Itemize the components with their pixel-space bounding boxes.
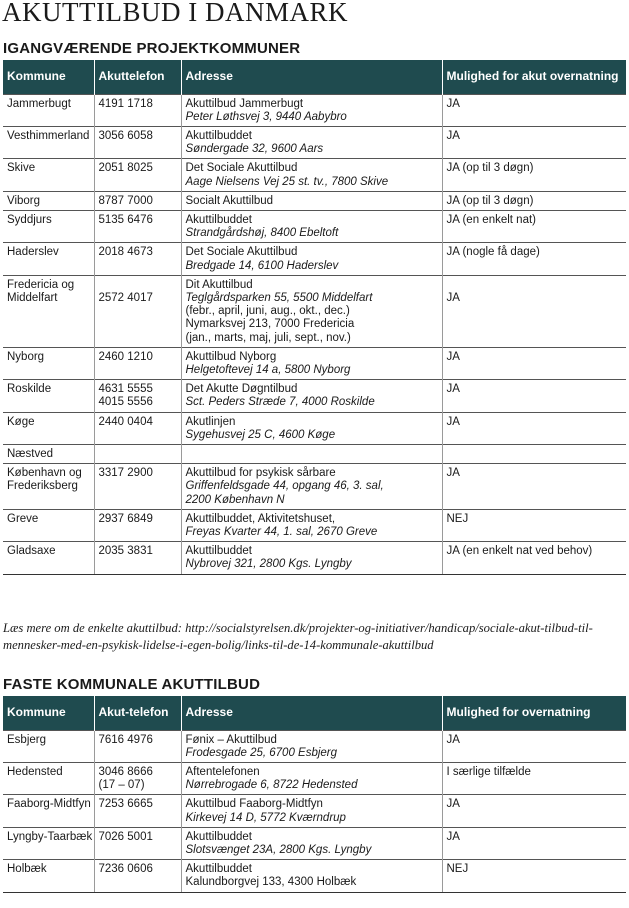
kommune-name: Vesthimmerland: [7, 129, 90, 142]
table-row: [3, 159, 626, 191]
table-row: [3, 412, 626, 444]
kommune-name: Haderslev: [7, 246, 59, 259]
table-row: [3, 243, 626, 275]
adresse-cell: [181, 210, 442, 242]
overnatning-value: JA: [446, 291, 460, 304]
section-title-projektkommuner: IGANGVÆRENDE PROJEKTKOMMUNER: [3, 40, 301, 57]
telefon-cell: [94, 243, 181, 275]
street-address: Kirkevej 14 D, 5772 Kværndrup: [185, 811, 346, 824]
street-address: Peter Løthsvej 3, 9440 Aabybro: [185, 110, 347, 123]
kommune-cell: [3, 380, 94, 412]
overnatning-cell: [442, 347, 626, 379]
table-row: [3, 509, 626, 541]
street-address: Bredgade 14, 6100 Haderslev: [185, 259, 339, 272]
facility-name: Fønix – Akuttilbud: [185, 733, 277, 746]
kommune-cell: [3, 275, 94, 347]
street-address: Strandgårdshøj, 8400 Ebeltoft: [185, 227, 339, 240]
overnatning-cell: [442, 243, 626, 275]
facility-name: Akuttilbuddet: [185, 129, 252, 142]
telefon-cell: [94, 380, 181, 412]
address-note: Nymarksvej 213, 7000 Fredericia: [185, 318, 355, 331]
adresse-cell: [181, 464, 442, 510]
overnatning-cell: [442, 795, 626, 827]
street-address: Slotsvænget 23A, 2800 Kgs. Lyngby: [185, 843, 372, 856]
telefon-cell: [94, 412, 181, 444]
table-header-row: [3, 60, 626, 94]
phone-number: 7616 4976: [98, 733, 153, 746]
table-row: [3, 347, 626, 379]
phone-number: 7253 6665: [98, 798, 153, 811]
facility-name: Akuttilbud Nyborg: [185, 350, 277, 363]
adresse-cell: [181, 542, 442, 574]
table-header-row: [3, 696, 626, 730]
facility-name: Aftentelefonen: [185, 765, 260, 778]
overnatning-value: JA (en enkelt nat ved behov): [446, 545, 593, 558]
kommune-cell: [3, 542, 94, 574]
overnatning-value: JA: [446, 97, 460, 110]
kommune-cell: [3, 730, 94, 762]
facility-name: Akutlinjen: [185, 415, 236, 428]
kommune-name: Lyngby-Taarbæk: [7, 830, 93, 843]
kommune-name: Gladsaxe: [7, 545, 56, 558]
street-address: Frodesgade 25, 6700 Esbjerg: [185, 746, 338, 759]
overnatning-value: JA (op til 3 døgn): [446, 194, 534, 207]
table-row: [3, 827, 626, 859]
kommune-cell: [3, 860, 94, 892]
phone-number: 8787 7000: [98, 194, 153, 207]
adresse-cell: [181, 191, 442, 210]
column-header-akut-telefon: Akut-telefon: [94, 696, 181, 730]
telefon-cell: [94, 94, 181, 126]
kommune-name: Middelfart: [7, 291, 58, 304]
table-row: [3, 444, 626, 463]
phone-number: [99, 279, 177, 292]
facility-name: Akuttilbuddet: [185, 213, 252, 226]
facility-name: Akuttilbud Jammerbugt: [185, 97, 304, 110]
telefon-cell: [94, 210, 181, 242]
phone-number: 7236 0606: [98, 863, 153, 876]
facility-name: Akuttilbuddet, Aktivitetshuset,: [185, 512, 336, 525]
link-note[interactable]: Læs mere om de enkelte akuttilbud: http://socialstyrelsen.dk/projekter-og-initiativer/handicap/sociale-akut-tilbud-til-mennesker-med-en-psykisk-lidelse-i-egen-bolig/links-til-de-14-kommunale-akuttilbud: [3, 621, 593, 652]
phone-number: 2035 3831: [98, 545, 153, 558]
kommune-name: Esbjerg: [7, 733, 46, 746]
telefon-cell: [94, 795, 181, 827]
overnatning-cell: [442, 860, 626, 892]
overnatning-value: JA (nogle få dage): [446, 246, 540, 259]
overnatning-cell: [442, 412, 626, 444]
kommune-cell: [3, 464, 94, 510]
phone-number: 5135 6476: [98, 213, 153, 226]
phone-number: 3317 2900: [98, 467, 153, 480]
overnatning-cell: [442, 210, 626, 242]
street-address: Aage Nielsens Vej 25 st. tv., 7800 Skive: [185, 175, 389, 188]
overnatning-value: JA (en enkelt nat): [446, 213, 536, 226]
street-address: Søndergade 32, 9600 Aars: [185, 143, 324, 156]
phone-number: 2051 8025: [98, 162, 153, 175]
phone-number: 3046 8666: [98, 765, 153, 778]
kommune-name: Næstved: [7, 447, 54, 460]
facility-name: Det Sociale Akuttilbud: [185, 162, 298, 175]
overnatning-cell: [442, 380, 626, 412]
overnatning-value: JA: [446, 467, 460, 480]
adresse-cell: [181, 509, 442, 541]
telefon-cell: [94, 464, 181, 510]
phone-number: 4015 5556: [98, 396, 153, 409]
overnatning-value: JA: [446, 383, 460, 396]
kommune-name: Syddjurs: [7, 213, 52, 226]
overnatning-value: NEJ: [446, 512, 469, 525]
phone-number: 2460 1210: [98, 350, 153, 363]
overnatning-value: JA: [446, 350, 460, 363]
kommune-name: Køge: [7, 415, 35, 428]
overnatning-cell: [442, 730, 626, 762]
section-title-faste-akuttilbud: FASTE KOMMUNALE AKUTTILBUD: [3, 676, 261, 693]
table-row: [3, 191, 626, 210]
facility-name: Akuttilbud for psykisk sårbare: [185, 467, 336, 480]
facility-name: Dit Akuttilbud: [185, 278, 253, 291]
facility-name: Akuttilbuddet: [185, 545, 252, 558]
kommune-cell: [3, 827, 94, 859]
telefon-cell: [94, 275, 181, 347]
street-address: Freyas Kvarter 44, 1. sal, 2670 Greve: [185, 525, 378, 538]
overnatning-cell: [442, 94, 626, 126]
facility-name: Akuttilbud Faaborg-Midtfyn: [185, 798, 323, 811]
table-row: [3, 275, 626, 347]
kommune-cell: [3, 191, 94, 210]
overnatning-cell: [442, 444, 626, 463]
street-address: Sct. Peders Stræde 7, 4000 Roskilde: [185, 396, 375, 409]
telefon-cell: [94, 860, 181, 892]
street-address: Sygehusvej 25 C, 4600 Køge: [185, 428, 336, 441]
phone-number: 2572 4017: [98, 291, 153, 304]
adresse-cell: [181, 762, 442, 794]
facility-name: Socialt Akuttilbud: [185, 194, 274, 207]
phone-number: (17 – 07): [98, 779, 145, 792]
street-address: Nybrovej 321, 2800 Kgs. Lyngby: [185, 558, 352, 571]
table-row: [3, 464, 626, 510]
phone-number: 7026 5001: [98, 830, 153, 843]
page-title: AKUTTILBUD I DANMARK: [2, 0, 348, 27]
table-row: [3, 762, 626, 794]
adresse-cell: [181, 94, 442, 126]
telefon-cell: [94, 542, 181, 574]
adresse-cell: [181, 827, 442, 859]
kommune-cell: [3, 243, 94, 275]
telefon-cell: [94, 444, 181, 463]
kommune-cell: [3, 444, 94, 463]
telefon-cell: [94, 762, 181, 794]
kommune-name: Frederiksberg: [7, 480, 78, 493]
overnatning-value: JA: [446, 830, 460, 843]
kommune-name: Skive: [7, 162, 36, 175]
kommune-name: København og: [7, 467, 82, 480]
projektkommuner-table: [3, 60, 626, 575]
kommune-cell: [3, 762, 94, 794]
table-row: [3, 795, 626, 827]
adresse-cell: [181, 159, 442, 191]
adresse-cell: [181, 860, 442, 892]
facility-name: Akuttilbuddet: [185, 863, 252, 876]
overnatning-cell: [442, 827, 626, 859]
kommune-name: Roskilde: [7, 383, 52, 396]
adresse-cell: [181, 347, 442, 379]
telefon-cell: [94, 191, 181, 210]
kommune-cell: [3, 412, 94, 444]
facility-name: Det Sociale Akuttilbud: [185, 246, 298, 259]
table-row: [3, 126, 626, 158]
phone-number: 3056 6058: [98, 129, 153, 142]
table-row: [3, 542, 626, 574]
facility-name: Det Akutte Døgntilbud: [185, 383, 298, 396]
overnatning-cell: [442, 464, 626, 510]
kommune-cell: [3, 159, 94, 191]
adresse-cell: [181, 412, 442, 444]
column-header-akuttelefon: Akuttelefon: [94, 60, 181, 94]
column-header-adresse: Adresse: [181, 60, 442, 94]
telefon-cell: [94, 126, 181, 158]
faste-akuttilbud-table: [3, 696, 626, 893]
kommune-name: Nyborg: [7, 350, 45, 363]
table-row: [3, 380, 626, 412]
spacer: [447, 279, 623, 292]
overnatning-cell: [442, 275, 626, 347]
address-note: (jan., marts, maj, juli, sept., nov.): [185, 331, 351, 344]
kommune-cell: [3, 347, 94, 379]
overnatning-value: JA (op til 3 døgn): [446, 162, 534, 175]
kommune-cell: [3, 795, 94, 827]
adresse-cell: [181, 444, 442, 463]
telefon-cell: [94, 509, 181, 541]
adresse-cell: [181, 243, 442, 275]
phone-number: 2018 4673: [98, 246, 153, 259]
table-row: [3, 730, 626, 762]
overnatning-cell: [442, 159, 626, 191]
overnatning-cell: [442, 509, 626, 541]
adresse-cell: [181, 380, 442, 412]
column-header-kommune: Kommune: [7, 69, 66, 84]
phone-number: 4191 1718: [98, 97, 153, 110]
overnatning-value: JA: [446, 798, 460, 811]
adresse-cell: [181, 275, 442, 347]
kommune-name: Faaborg-Midtfyn: [7, 798, 91, 811]
street-address: Griffenfeldsgade 44, opgang 46, 3. sal,: [185, 480, 384, 493]
overnatning-value: NEJ: [446, 863, 469, 876]
column-header-overnatning: Mulighed for akut overnatning: [442, 60, 626, 94]
column-header-kommune: Kommune: [7, 705, 66, 720]
kommune-cell: [3, 126, 94, 158]
kommune-name: Fredericia og: [7, 278, 75, 291]
adresse-cell: [181, 126, 442, 158]
street-address: Helgetoftevej 14 a, 5800 Nyborg: [185, 363, 351, 376]
overnatning-value: JA: [446, 415, 460, 428]
adresse-cell: [181, 795, 442, 827]
phone-number: 4631 5555: [98, 383, 153, 396]
overnatning-value: JA: [446, 733, 460, 746]
kommune-name: Greve: [7, 512, 39, 525]
overnatning-cell: [442, 191, 626, 210]
street-address: Teglgårdsparken 55, 5500 Middelfart: [185, 291, 373, 304]
address-note: (febr., april, juni, aug., okt., dec.): [185, 305, 350, 318]
kommune-name: Jammerbugt: [7, 97, 71, 110]
table-row: [3, 94, 626, 126]
kommune-cell: [3, 509, 94, 541]
overnatning-cell: [442, 762, 626, 794]
telefon-cell: [94, 827, 181, 859]
table-row: [3, 210, 626, 242]
phone-number: 2937 6849: [98, 512, 153, 525]
overnatning-cell: [442, 542, 626, 574]
kommune-name: Hedensted: [7, 765, 63, 778]
kommune-name: Viborg: [7, 194, 41, 207]
telefon-cell: [94, 159, 181, 191]
phone-number: 2440 0404: [98, 415, 153, 428]
table-row: [3, 860, 626, 892]
overnatning-cell: [442, 126, 626, 158]
telefon-cell: [94, 347, 181, 379]
adresse-cell: [181, 730, 442, 762]
column-header-adresse: Adresse: [181, 696, 442, 730]
kommune-cell: [3, 210, 94, 242]
kommune-cell: [3, 94, 94, 126]
overnatning-value: JA: [446, 129, 460, 142]
telefon-cell: [94, 730, 181, 762]
column-header-overnatning: Mulighed for overnatning: [442, 696, 626, 730]
facility-name: Akuttilbuddet: [185, 830, 252, 843]
facility-name: Kalundborgvej 133, 4300 Holbæk: [185, 876, 357, 889]
street-address: Nørrebrogade 6, 8722 Hedensted: [185, 779, 358, 792]
overnatning-value: I særlige tilfælde: [446, 765, 531, 778]
street-address: 2200 København N: [185, 493, 285, 506]
kommune-name: Holbæk: [7, 863, 47, 876]
